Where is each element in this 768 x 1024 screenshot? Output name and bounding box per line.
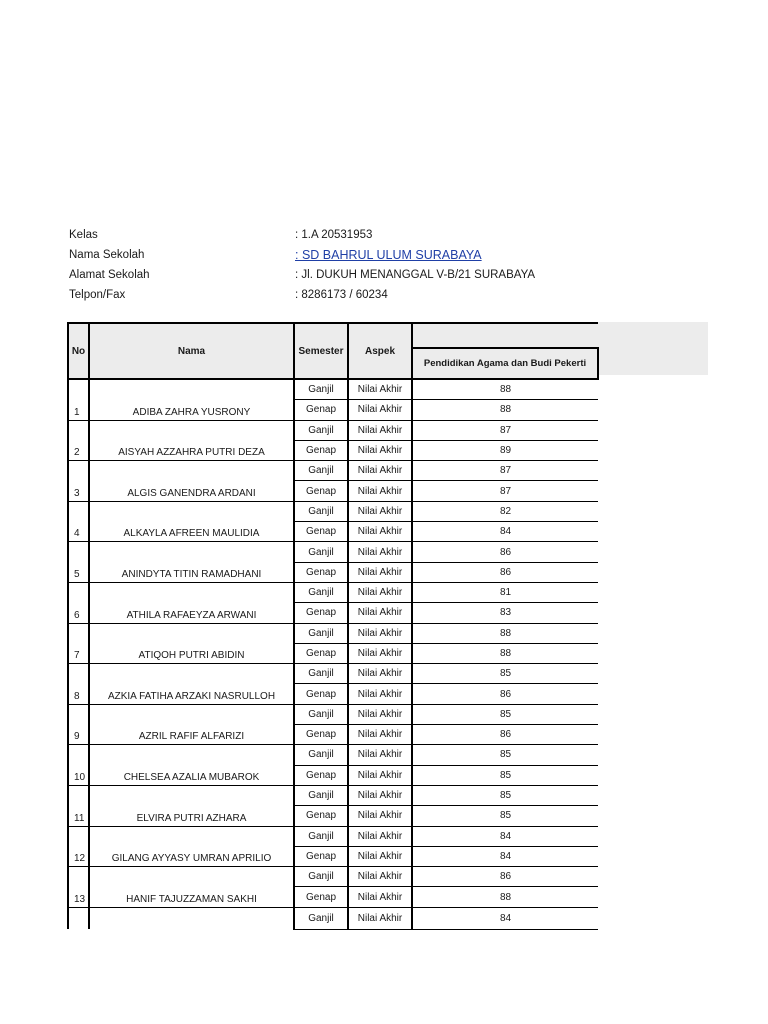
grade-cell: 85 [412, 806, 598, 826]
info-label: Nama Sekolah [69, 249, 145, 261]
grade-cell: 84 [412, 826, 598, 846]
table-row [68, 582, 598, 602]
info-label: Kelas [69, 229, 98, 241]
aspek-cell: Nilai Akhir [348, 846, 412, 866]
aspek-cell: Nilai Akhir [348, 582, 412, 602]
grade-cell: 85 [412, 664, 598, 684]
grade-cell: 85 [412, 765, 598, 785]
semester-cell: Ganjil [294, 745, 348, 765]
table-row [68, 907, 598, 929]
header-nama: Nama [89, 323, 294, 379]
student-number: 8 [68, 664, 89, 705]
aspek-cell: Nilai Akhir [348, 440, 412, 460]
aspek-cell: Nilai Akhir [348, 867, 412, 887]
grade-cell: 88 [412, 400, 598, 420]
semester-cell: Genap [294, 806, 348, 826]
semester-cell: Ganjil [294, 704, 348, 724]
table-row [68, 867, 598, 887]
student-number: 9 [68, 704, 89, 745]
student-name: ALKAYLA AFREEN MAULIDIA [89, 501, 294, 542]
header-subject-blank [412, 323, 598, 348]
student-number: 11 [68, 785, 89, 826]
aspek-cell: Nilai Akhir [348, 481, 412, 501]
table-row [68, 745, 598, 765]
grade-cell: 87 [412, 461, 598, 481]
student-number: 10 [68, 745, 89, 786]
grade-cell: 87 [412, 420, 598, 440]
aspek-cell: Nilai Akhir [348, 603, 412, 623]
info-value: : 1.A 20531953 [295, 229, 373, 241]
header-semester: Semester [294, 323, 348, 379]
grade-cell: 85 [412, 745, 598, 765]
semester-cell: Ganjil [294, 379, 348, 400]
student-name: AZRIL RAFIF ALFARIZI [89, 704, 294, 745]
semester-cell: Ganjil [294, 664, 348, 684]
aspek-cell: Nilai Akhir [348, 379, 412, 400]
semester-cell: Genap [294, 440, 348, 460]
grade-cell: 86 [412, 725, 598, 745]
aspek-cell: Nilai Akhir [348, 542, 412, 562]
student-number: 6 [68, 582, 89, 623]
semester-cell: Ganjil [294, 623, 348, 643]
table-row [68, 826, 598, 846]
semester-cell: Genap [294, 522, 348, 542]
grade-cell: 84 [412, 522, 598, 542]
school-name-link[interactable]: : SD BAHRUL ULUM SURABAYA [295, 248, 482, 262]
student-name: ATHILA RAFAEYZA ARWANI [89, 582, 294, 623]
grades-table [67, 322, 599, 930]
table-row [68, 664, 598, 684]
aspek-cell: Nilai Akhir [348, 887, 412, 907]
table-row [68, 785, 598, 805]
aspek-cell: Nilai Akhir [348, 623, 412, 643]
table-row [68, 542, 598, 562]
grade-cell: 88 [412, 643, 598, 663]
student-name: ATIQOH PUTRI ABIDIN [89, 623, 294, 664]
semester-cell: Ganjil [294, 420, 348, 440]
semester-cell: Genap [294, 481, 348, 501]
info-label: Telpon/Fax [69, 289, 126, 301]
semester-cell: Genap [294, 684, 348, 704]
aspek-cell: Nilai Akhir [348, 664, 412, 684]
semester-cell: Ganjil [294, 907, 348, 929]
header-no: No [68, 323, 89, 379]
info-value: : Jl. DUKUH MENANGGAL V-B/21 SURABAYA [295, 269, 536, 281]
grade-cell: 85 [412, 704, 598, 724]
aspek-cell: Nilai Akhir [348, 501, 412, 521]
semester-cell: Ganjil [294, 501, 348, 521]
grade-cell: 88 [412, 887, 598, 907]
student-name: HANIF TAJUZZAMAN SAKHI [89, 867, 294, 908]
table-row [68, 379, 598, 400]
semester-cell: Genap [294, 725, 348, 745]
table-row [68, 420, 598, 440]
student-number: 1 [68, 379, 89, 420]
aspek-cell: Nilai Akhir [348, 826, 412, 846]
aspek-cell: Nilai Akhir [348, 765, 412, 785]
info-value: : 8286173 / 60234 [295, 289, 388, 301]
info-label: Alamat Sekolah [69, 269, 150, 281]
semester-cell: Genap [294, 562, 348, 582]
grade-cell: 85 [412, 785, 598, 805]
aspek-cell: Nilai Akhir [348, 684, 412, 704]
student-number: 5 [68, 542, 89, 583]
semester-cell: Genap [294, 603, 348, 623]
aspek-cell: Nilai Akhir [348, 400, 412, 420]
student-name: ALGIS GANENDRA ARDANI [89, 461, 294, 502]
student-name: AZKIA FATIHA ARZAKI NASRULLOH [89, 664, 294, 705]
table-row [68, 704, 598, 724]
header-subject: Pendidikan Agama dan Budi Pekerti [412, 348, 598, 379]
semester-cell: Genap [294, 643, 348, 663]
student-name: AISYAH AZZAHRA PUTRI DEZA [89, 420, 294, 461]
grade-cell: 88 [412, 623, 598, 643]
aspek-cell: Nilai Akhir [348, 420, 412, 440]
grade-cell: 86 [412, 684, 598, 704]
aspek-cell: Nilai Akhir [348, 643, 412, 663]
table-row [68, 623, 598, 643]
student-number [68, 907, 89, 929]
semester-cell: Ganjil [294, 461, 348, 481]
table-row [68, 461, 598, 481]
table-row [68, 501, 598, 521]
aspek-cell: Nilai Akhir [348, 562, 412, 582]
grade-cell: 87 [412, 481, 598, 501]
semester-cell: Genap [294, 400, 348, 420]
aspek-cell: Nilai Akhir [348, 745, 412, 765]
semester-cell: Genap [294, 846, 348, 866]
student-name: ANINDYTA TITIN RAMADHANI [89, 542, 294, 583]
semester-cell: Ganjil [294, 542, 348, 562]
grade-cell: 82 [412, 501, 598, 521]
student-name: GILANG AYYASY UMRAN APRILIO [89, 826, 294, 867]
student-name: ADIBA ZAHRA YUSRONY [89, 379, 294, 420]
student-number: 4 [68, 501, 89, 542]
aspek-cell: Nilai Akhir [348, 806, 412, 826]
grades-body [68, 379, 598, 929]
student-name: CHELSEA AZALIA MUBAROK [89, 745, 294, 786]
semester-cell: Ganjil [294, 867, 348, 887]
grade-cell: 88 [412, 379, 598, 400]
semester-cell: Ganjil [294, 582, 348, 602]
student-number: 3 [68, 461, 89, 502]
grade-cell: 89 [412, 440, 598, 460]
grade-cell: 81 [412, 582, 598, 602]
student-number: 7 [68, 623, 89, 664]
student-number: 2 [68, 420, 89, 461]
header-aspek: Aspek [348, 323, 412, 379]
grade-cell: 84 [412, 846, 598, 866]
aspek-cell: Nilai Akhir [348, 725, 412, 745]
semester-cell: Ganjil [294, 826, 348, 846]
aspek-cell: Nilai Akhir [348, 785, 412, 805]
semester-cell: Genap [294, 765, 348, 785]
aspek-cell: Nilai Akhir [348, 522, 412, 542]
student-name: ELVIRA PUTRI AZHARA [89, 785, 294, 826]
semester-cell: Ganjil [294, 785, 348, 805]
grade-cell: 83 [412, 603, 598, 623]
grade-cell: 86 [412, 542, 598, 562]
grade-cell: 86 [412, 867, 598, 887]
grade-cell: 86 [412, 562, 598, 582]
grade-cell: 84 [412, 907, 598, 929]
aspek-cell: Nilai Akhir [348, 461, 412, 481]
student-number: 12 [68, 826, 89, 867]
semester-cell: Genap [294, 887, 348, 907]
student-number: 13 [68, 867, 89, 908]
aspek-cell: Nilai Akhir [348, 907, 412, 929]
student-name [89, 907, 294, 929]
aspek-cell: Nilai Akhir [348, 704, 412, 724]
